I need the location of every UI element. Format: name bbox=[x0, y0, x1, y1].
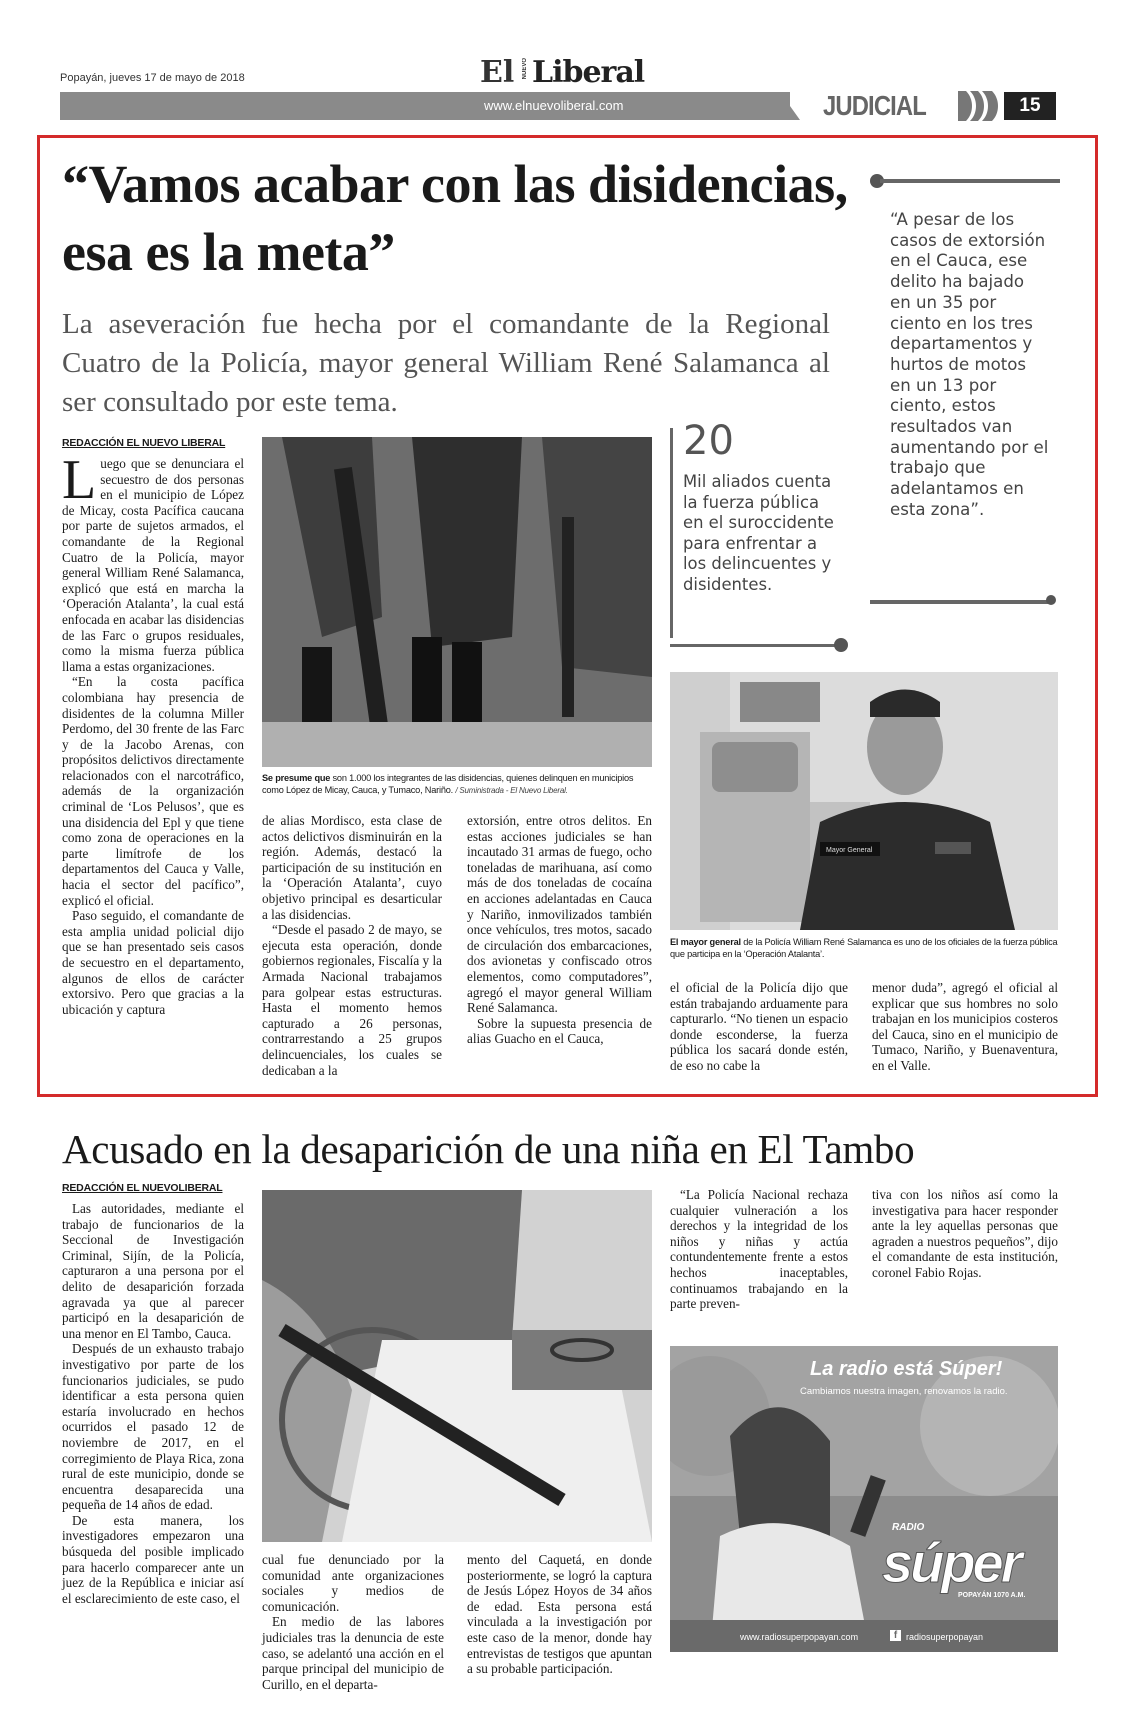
article-column-2 bbox=[262, 813, 442, 1078]
article-paragraph: tiva con los niños así como la investigativa para hacer responder ante la ley aquellas personas que agraden a nuestros pequeños”, dijo el comandante de esta institución, coronel Fabio Rojas. bbox=[872, 1187, 1058, 1280]
dateline: Popayán, jueves 17 de mayo de 2018 bbox=[60, 72, 245, 84]
website-link[interactable]: www.elnuevoliberal.com bbox=[484, 98, 624, 113]
article-column-4 bbox=[670, 1187, 848, 1312]
soldiers-illustration bbox=[262, 437, 652, 767]
ad-website-link[interactable]: www.radiosuperpopayan.com bbox=[740, 1632, 859, 1642]
article-paragraph: uego que se denunciara el secuestro de dos personas en el municipio de López de Micay, costa Pacífica caucana por parte de sujetos armados, el comandante de la Regional Cuatro de la Policía, mayor general William René Salamanca, explicó que está en marcha la ‘Operación Atalanta’, la cual está enfocada en acabar las disidencias de las Farc o grupos residuales, como la misma fuerza pública llama a estas organizaciones. bbox=[62, 456, 244, 674]
quote-bottom-rule bbox=[870, 600, 1050, 604]
article-paragraph: Sobre la supuesta presencia de alias Guacho en el Cauca, bbox=[467, 1015, 652, 1047]
article-paragraph: el oficial de la Policía dijo que están trabajando arduamente para capturarlo. “No tienen un espacio donde esconderse, la fuerza pública los sacará donde estén, de eso no cabe la bbox=[670, 980, 848, 1073]
article-column-3 bbox=[467, 1552, 652, 1677]
ad-headline: La radio está Súper! bbox=[810, 1358, 1003, 1380]
article-paragraph: De esta manera, los investigadores empezaron una búsqueda del posible implicado para hacerlo comparecer ante un juez de la República e iniciar así el esclarecimiento de este caso, el bbox=[62, 1512, 244, 1606]
dropcap: L bbox=[62, 449, 97, 511]
quote-top-rule bbox=[880, 179, 1060, 183]
photo-credit: / Suministrada - El Nuevo Liberal. bbox=[455, 786, 568, 795]
page-number: 15 bbox=[1004, 92, 1056, 120]
caption-lead: Se presume que bbox=[262, 773, 331, 783]
masthead-logo[interactable] bbox=[480, 55, 645, 90]
soldiers-photo[interactable] bbox=[262, 437, 652, 767]
article-column-1 bbox=[62, 1201, 244, 1606]
article-column-2 bbox=[262, 1552, 444, 1692]
article-column-3 bbox=[467, 813, 652, 1047]
article-subheadline: La aseveración fue hecha por el comandante de la Regional Cuatro de la Policía, mayor general William René Salamanca al ser consultado por este tema. bbox=[62, 308, 830, 418]
logo-nuevo: NUEVO bbox=[522, 58, 528, 80]
article-headline: Acusado en la desaparición de una niña en El Tambo bbox=[62, 1126, 915, 1172]
fact-box-bar bbox=[670, 428, 673, 638]
article-paragraph: menor duda”, agregó el oficial al explicar que sus hombres no solo trabajan en los municipios costeros del Cauca, sino en el municipio de Tumaco, Nariño, y Buenaventura, en el Valle. bbox=[872, 980, 1058, 1073]
ad-social-handle[interactable]: radiosuperpopayan bbox=[906, 1632, 984, 1642]
article-paragraph: “La Policía Nacional rechaza cualquier vulneración a los derechos y la integridad de los niños y niñas y actúa contundentemente frente a estos hechos inaceptables, continuamos trabajando en la parte preven- bbox=[670, 1187, 848, 1312]
radio-super-ad[interactable] bbox=[670, 1346, 1058, 1652]
byline: REDACCIÓN EL NUEVOLIBERAL bbox=[62, 1182, 223, 1194]
article-column-5 bbox=[872, 980, 1058, 1074]
article-column-4 bbox=[670, 980, 848, 1074]
quote-bottom-dot bbox=[1046, 595, 1056, 605]
caption-text: son 1.000 los integrantes de las disidencias, quienes delinquen en municipios como López de Micay, Cauca, y Tumaco, Nariño. bbox=[262, 773, 634, 795]
ad-brand-small: RADIO bbox=[892, 1522, 925, 1533]
section-label: JUDICIAL bbox=[823, 90, 926, 121]
article-paragraph: Paso seguido, el comandante de esta amplia unidad policial dijo que se han presentado seis casos de secuestro en el departamento, algunos de ellos de carácter extorsivo. Pero que gracias a la ubicación y captura bbox=[62, 908, 244, 1017]
ad-subline: Cambiamos nuestra imagen, renovamos la radio. bbox=[800, 1386, 1008, 1397]
fact-text: Mil aliados cuenta la fuerza pública en el suroccidente para enfrentar a los delincuentes y disidentes. bbox=[683, 472, 834, 594]
pull-quote: “A pesar de los casos de extorsión en el Cauca, ese delito ha bajado en un 35 por ciento en los tres departamentos y hurtos de motos en un 13 por ciento, estos resultados van aumentando por el trabajo que adelantamos en esta zona”. bbox=[890, 210, 1049, 519]
logo-liberal: Liberal bbox=[532, 55, 645, 90]
caption-text: de la Policía William René Salamanca es uno de los oficiales de la fuerza pública que participa en la ‘Operación Atalanta’. bbox=[670, 937, 1058, 959]
article-headline: “Vamos acabar con las disidencias, esa es la meta” bbox=[62, 154, 848, 282]
fact-number: 20 bbox=[683, 418, 734, 464]
article-paragraph: “Desde el pasado 2 de mayo, se ejecuta esta operación, donde gobiernos regionales, Fiscalía y la Armada Nacional trabajamos para golpear estas estructuras. Hasta el momento hemos capturado a 26 personas, contrarrestando a 25 grupos delincuenciales, los cuales se dedicaban a la bbox=[262, 922, 442, 1078]
article-paragraph: cual fue denunciado por la comunidad ante organizaciones sociales y medios de comunicación. bbox=[262, 1552, 444, 1614]
photo-caption bbox=[670, 936, 1058, 960]
fact-divider bbox=[670, 644, 840, 647]
article-paragraph: En medio de las labores judiciales tras la denuncia de este caso, se adelantó una acción en el parque principal del municipio de Curillo, en el departa- bbox=[262, 1614, 444, 1692]
header-bar bbox=[60, 92, 790, 120]
uniform-nametag: Mayor General bbox=[826, 847, 873, 854]
article-paragraph: mento del Caquetá, en donde posteriormente, se logró la captura de Jesús López Hoyos de 34 años de edad. Esta persona está vinculada a la investigación por este caso de la menor, donde hay entrevistas de testigos que apuntan a su probable participación. bbox=[467, 1552, 652, 1677]
section-stripes-icon bbox=[958, 91, 1004, 121]
caption-lead: El mayor general bbox=[670, 937, 741, 947]
byline: REDACCIÓN EL NUEVO LIBERAL bbox=[62, 437, 226, 449]
arrest-illustration bbox=[262, 1190, 652, 1542]
facebook-icon[interactable]: f bbox=[890, 1630, 901, 1641]
ad-brand-logo: súper bbox=[882, 1531, 1020, 1594]
photo-caption bbox=[262, 772, 652, 797]
article-paragraph: de alias Mordisco, esta clase de actos delictivos disminuirán en la región. Además, destacó la participación de su institución en la ‘Operación Atalanta’, cuyo objetivo principal es desarticular a las disidencias. bbox=[262, 813, 442, 922]
article-paragraph: extorsión, entre otros delitos. En estas acciones judiciales se han incautado 31 armas de fuego, ocho toneladas de marihuana, así como más de dos toneladas de cocaína en acciones adelantadas en Cauca y Nariño, inmovilizados también once vehículos, tres motos, sacado de circulación dos embarcaciones, dos avionetas y confiscado otros elementos, como computadores”, agregó el mayor general William René Salamanca. bbox=[467, 813, 652, 1016]
fact-divider-dot bbox=[834, 638, 848, 652]
article-column-5 bbox=[872, 1187, 1058, 1281]
article-paragraph: Después de un exhausto trabajo investigativo por parte de los funcionarios judiciales, se pudo identificar a esta persona quien estaría involucrado en hechos ocurridos el pasado 12 de noviembre de 2017, en el corregimiento de Playa Rica, zona rural de este municipio, donde se encuentra desaparecida una pequeña de 14 años de edad. bbox=[62, 1341, 244, 1513]
article-paragraph: “En la costa pacífica colombiana hay presencia de disidentes de la columna Miller Perdomo, del 30 frente de las Farc y de la Jacobo Arenas, con propósitos delictivos directamente relacionados con el narcotráfico, además de la organización criminal de ‘Los Pelusos’, que es una disidencia del Epl y que tiene como zona de operaciones en la parte limítrofe de los departamentos del Cauca y Valle, hacia el sector del pacífico”, explicó el oficial. bbox=[62, 674, 244, 908]
ad-brand-frequency: POPAYÁN 1070 A.M. bbox=[958, 1592, 1026, 1599]
general-illustration bbox=[670, 672, 1058, 930]
general-photo[interactable] bbox=[670, 672, 1058, 930]
arrest-photo[interactable] bbox=[262, 1190, 652, 1542]
article-paragraph: Las autoridades, mediante el trabajo de funcionarios de la Seccional de Investigación Criminal, Sijín, de la Policía, capturaron a una persona por el delito de desaparición forzada agravada ya que al parecer participó en la desaparición de una menor en El Tambo, Cauca. bbox=[62, 1201, 244, 1341]
article-column-1 bbox=[62, 449, 244, 1017]
logo-el: El bbox=[480, 55, 515, 90]
